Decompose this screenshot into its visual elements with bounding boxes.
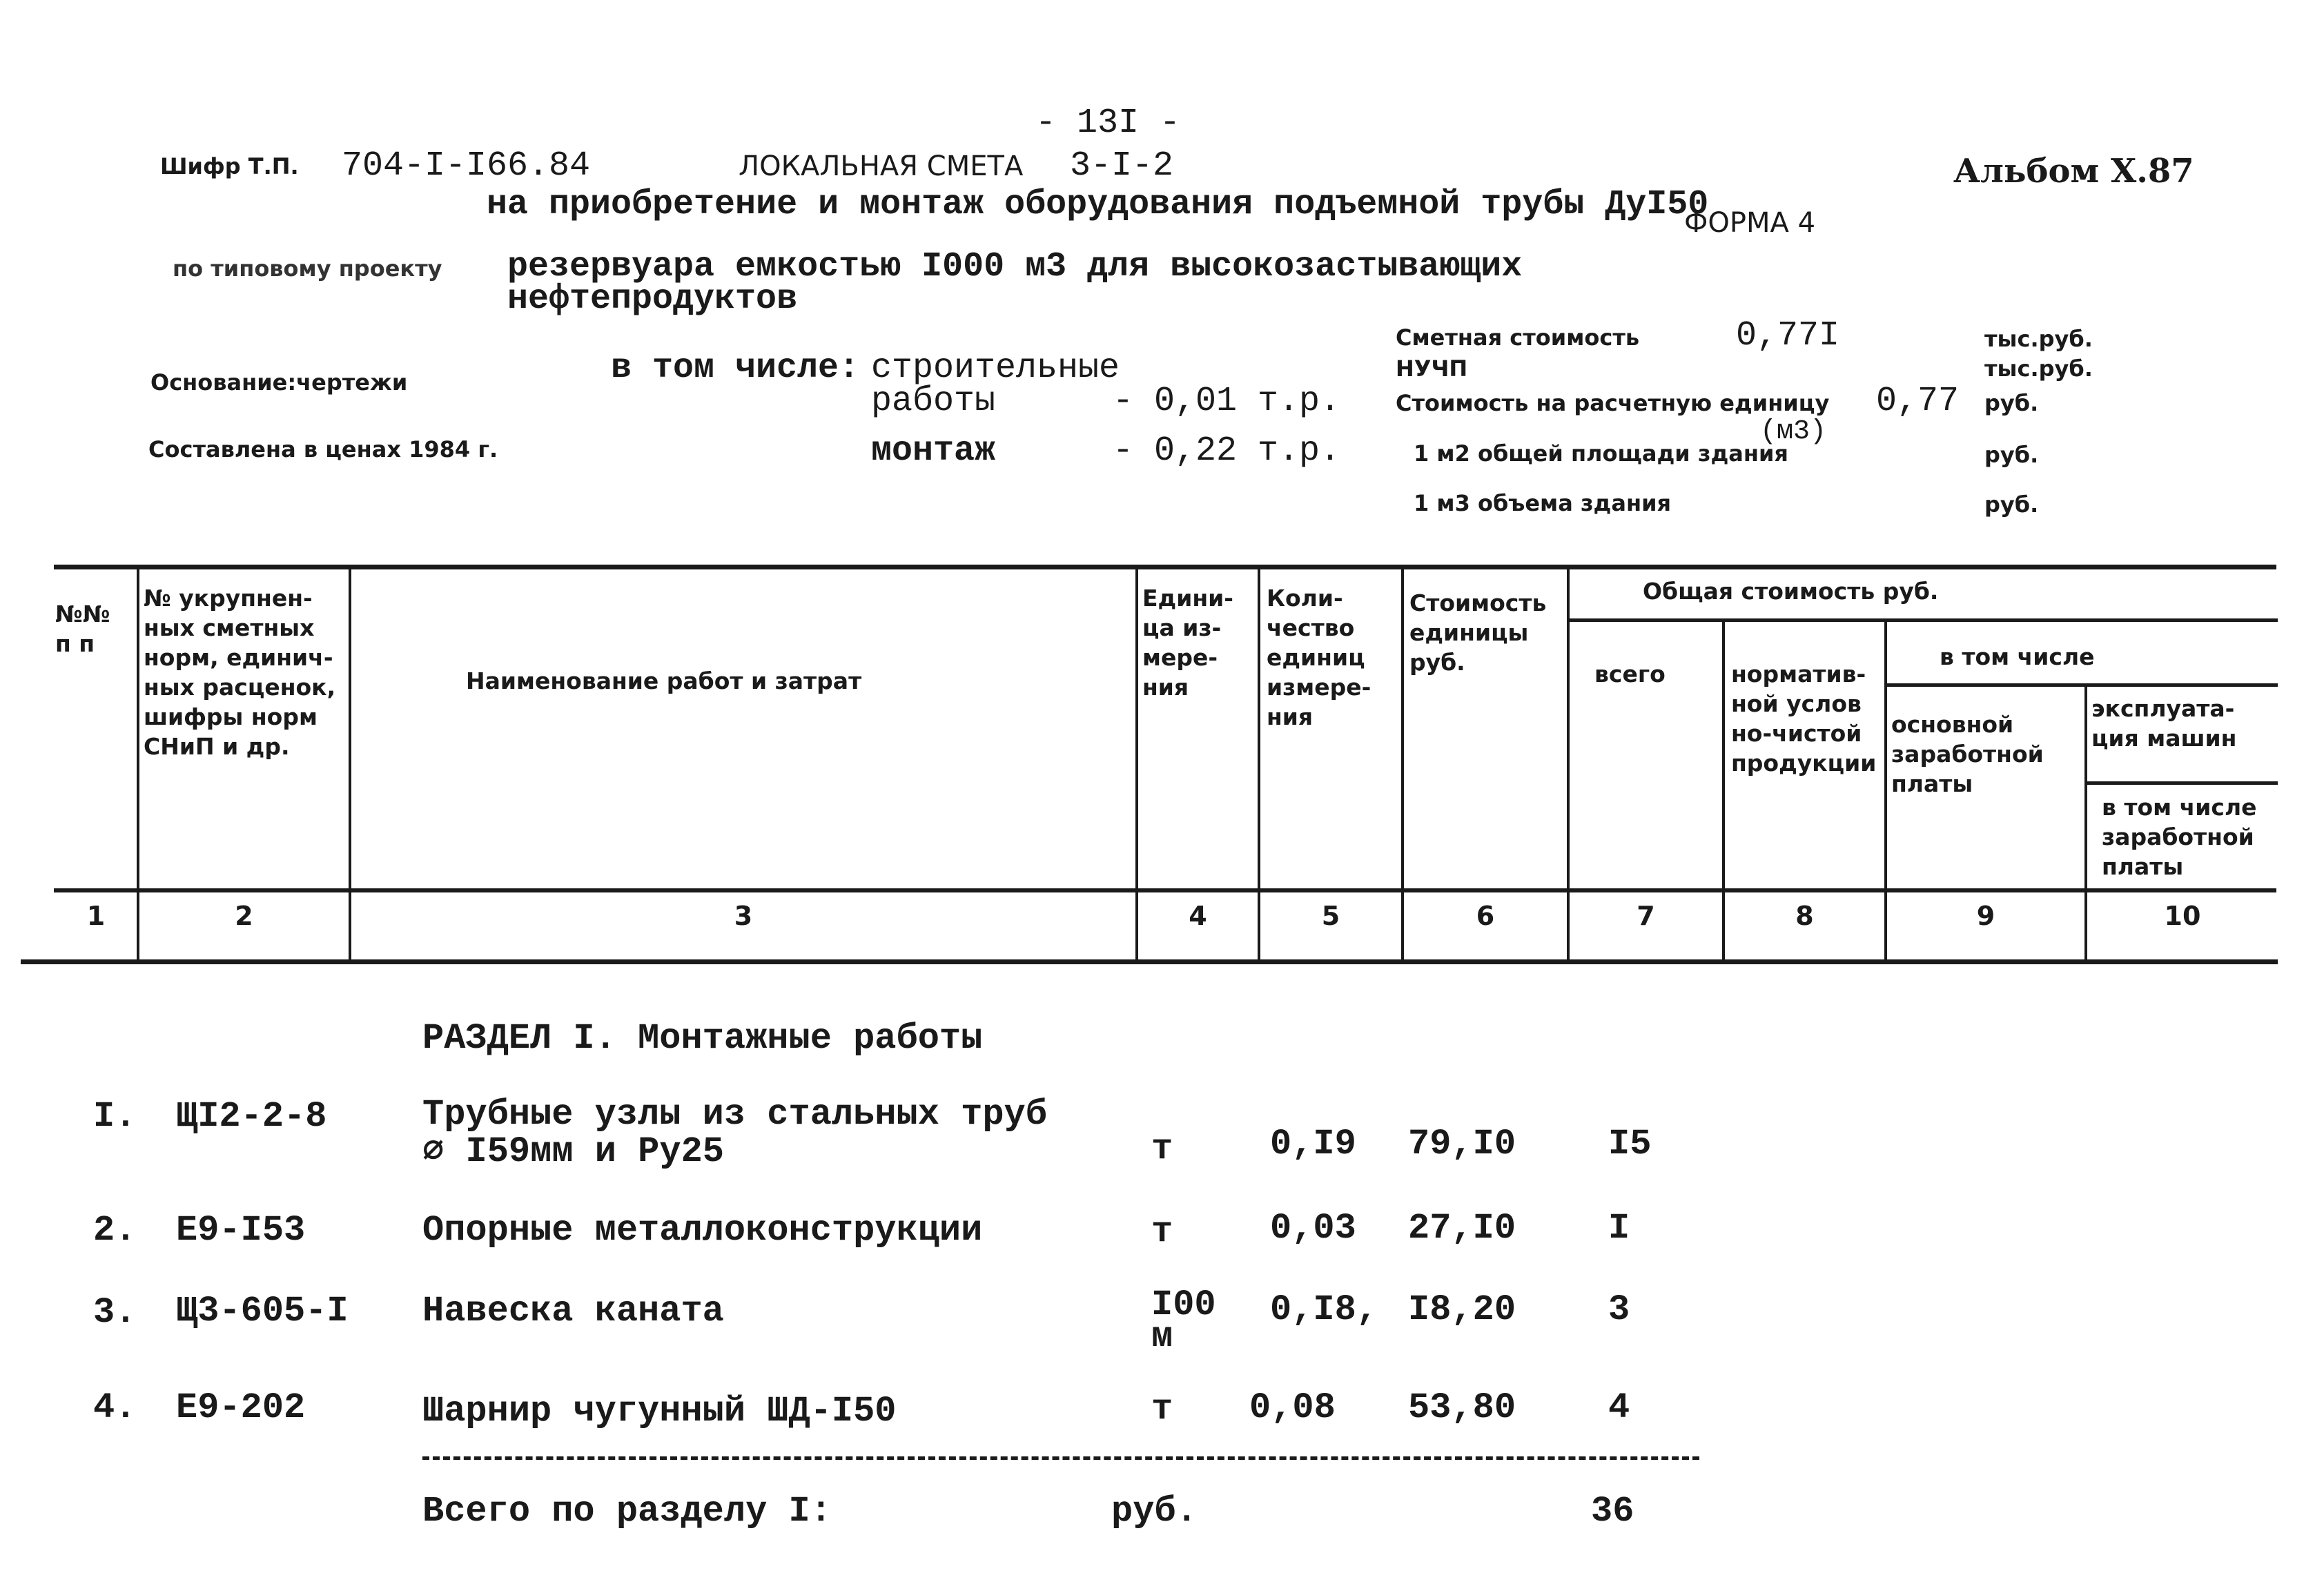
row-total: 4 xyxy=(1608,1387,1630,1428)
col-number-1: 1 xyxy=(86,901,106,931)
unit-cost-unit: руб. xyxy=(1984,390,2039,416)
machine-rule xyxy=(2084,781,2278,785)
col-header-3: Наименование работ и затрат xyxy=(466,667,862,694)
table-number-rule xyxy=(21,959,2278,964)
incl-group-rule xyxy=(1884,683,2278,687)
cost-unit: тыс.руб. xyxy=(1984,326,2093,352)
row-qty: 0,I9 xyxy=(1270,1124,1356,1164)
row-code: ЩI2-2-8 xyxy=(176,1096,327,1137)
form-label: ФОРМА 4 xyxy=(1684,207,1816,239)
row-name-cont: ⌀ I59мм и Ру25 xyxy=(422,1131,724,1172)
section-total-label: Всего по разделу I: xyxy=(422,1491,832,1532)
row-total: I5 xyxy=(1608,1124,1652,1164)
table-top-rule xyxy=(54,565,2276,569)
cost-label: Сметная стоимость xyxy=(1396,324,1640,351)
row-qty: 0,08 xyxy=(1249,1387,1336,1428)
col-number-7: 7 xyxy=(1637,901,1655,931)
section-total-unit: руб. xyxy=(1111,1491,1198,1532)
row-total: I xyxy=(1608,1208,1630,1249)
incl-label: в том числе: xyxy=(611,349,860,388)
row-unit: т xyxy=(1151,1389,1173,1429)
construction-label-1: строительные xyxy=(871,349,1120,388)
title-line-3: нефтепродуктов xyxy=(507,280,798,319)
col-header-2: № укрупнен-ных сметных норм, единич-ных расценок, шифры норм СНиП и др. xyxy=(144,585,336,760)
col-number-6: 6 xyxy=(1476,901,1495,931)
row-unit: т xyxy=(1151,1129,1173,1169)
unit-cost-label: Стоимость на расчетную единицу xyxy=(1396,390,1830,416)
col-number-4: 4 xyxy=(1189,901,1207,931)
col-header-7: всего xyxy=(1594,661,1666,687)
row-name: Опорные металлоконструкции xyxy=(422,1210,983,1251)
estimate-number: 3-I-2 xyxy=(1070,146,1174,186)
cipher-label: Шифр Т.П. xyxy=(160,153,299,179)
row-number: 4. xyxy=(93,1387,137,1428)
row-code: Щ3-605-I xyxy=(176,1291,349,1331)
m2-unit: руб. xyxy=(1984,442,2039,468)
row-unit: т xyxy=(1151,1211,1173,1252)
nuchp-unit: тыс.руб. xyxy=(1984,355,2093,382)
col-number-3: 3 xyxy=(734,901,753,931)
col-header-5: Коли-чество единиц измере-ния xyxy=(1267,585,1371,730)
row-price: I8,20 xyxy=(1408,1289,1516,1330)
title-line-2: резервуара емкостью I000 м3 для высокозастывающих xyxy=(507,247,1523,286)
section-total-divider xyxy=(422,1456,1699,1460)
col-number-8: 8 xyxy=(1795,901,1814,931)
row-name: Шарнир чугунный ШД-I50 xyxy=(422,1391,897,1432)
row-number: I. xyxy=(93,1096,137,1137)
col-header-9: основной заработной платы xyxy=(1891,711,2044,797)
estimate-label: ЛОКАЛЬНАЯ СМЕТА xyxy=(739,150,1024,182)
incl-group-label: в том числе xyxy=(1940,643,2095,670)
construction-label-2: работы xyxy=(871,382,996,421)
row-total: 3 xyxy=(1608,1289,1630,1330)
section-total-value: 36 xyxy=(1591,1491,1634,1532)
compiled-label: Составлена в ценах 1984 г. xyxy=(148,436,498,462)
row-price: 53,80 xyxy=(1408,1387,1516,1428)
row-qty: 0,I8, xyxy=(1270,1289,1378,1330)
total-group-rule xyxy=(1567,618,2278,622)
page-number: - 13I - xyxy=(1035,104,1181,143)
montage-label: монтаж xyxy=(871,431,996,471)
montage-value: - 0,22 т.р. xyxy=(1113,431,1341,471)
col-header-4: Едини-ца из-мере-ния xyxy=(1142,585,1233,701)
row-unit: I00 м xyxy=(1151,1285,1216,1357)
m2-label: 1 м2 общей площади здания xyxy=(1414,440,1788,467)
row-code: Е9-I53 xyxy=(176,1210,306,1251)
album-label: Альбом Х.87 xyxy=(1953,152,2194,191)
header-bottom-rule xyxy=(54,888,2276,892)
col-header-6: Стоимость единицы руб. xyxy=(1409,589,1547,676)
col-header-8: норматив-ной услов но-чистой продукции xyxy=(1731,661,1877,777)
col-header-1: №№ п п xyxy=(55,601,110,657)
row-price: 79,I0 xyxy=(1408,1124,1516,1164)
col-header-10b: в том числе заработной платы xyxy=(2102,794,2257,880)
col-number-10: 10 xyxy=(2164,901,2201,931)
title-line-1: на приобретение и монтаж оборудования подъемной трубы ДуI50 xyxy=(487,185,1709,224)
cipher-value: 704-I-I66.84 xyxy=(342,146,591,186)
m3-unit: руб. xyxy=(1984,491,2039,518)
col-number-2: 2 xyxy=(235,901,253,931)
col-number-9: 9 xyxy=(1976,901,1995,931)
row-number: 2. xyxy=(93,1210,137,1251)
m3-label: 1 м3 объема здания xyxy=(1414,490,1672,516)
col-number-5: 5 xyxy=(1321,901,1340,931)
unit-cost-value: 0,77 xyxy=(1876,382,1960,421)
row-price: 27,I0 xyxy=(1408,1208,1516,1249)
row-code: Е9-202 xyxy=(176,1387,306,1428)
construction-value: - 0,01 т.р. xyxy=(1113,382,1341,421)
col-header-10a: эксплуата-ция машин xyxy=(2091,695,2237,752)
nuchp-label: НУЧП xyxy=(1396,355,1468,382)
project-label: по типовому проекту xyxy=(173,255,442,282)
total-group-label: Общая стоимость руб. xyxy=(1643,578,1939,605)
row-qty: 0,03 xyxy=(1270,1208,1356,1249)
unit-cost-note: (м3) xyxy=(1760,416,1827,447)
row-name: Трубные узлы из стальных труб xyxy=(422,1094,1047,1135)
row-number: 3. xyxy=(93,1292,137,1333)
cost-value: 0,77I xyxy=(1736,316,1840,355)
basis-label: Основание:чертежи xyxy=(150,369,408,396)
row-name: Навеска каната xyxy=(422,1291,724,1331)
section-title: РАЗДЕЛ I. Монтажные работы xyxy=(422,1018,983,1059)
